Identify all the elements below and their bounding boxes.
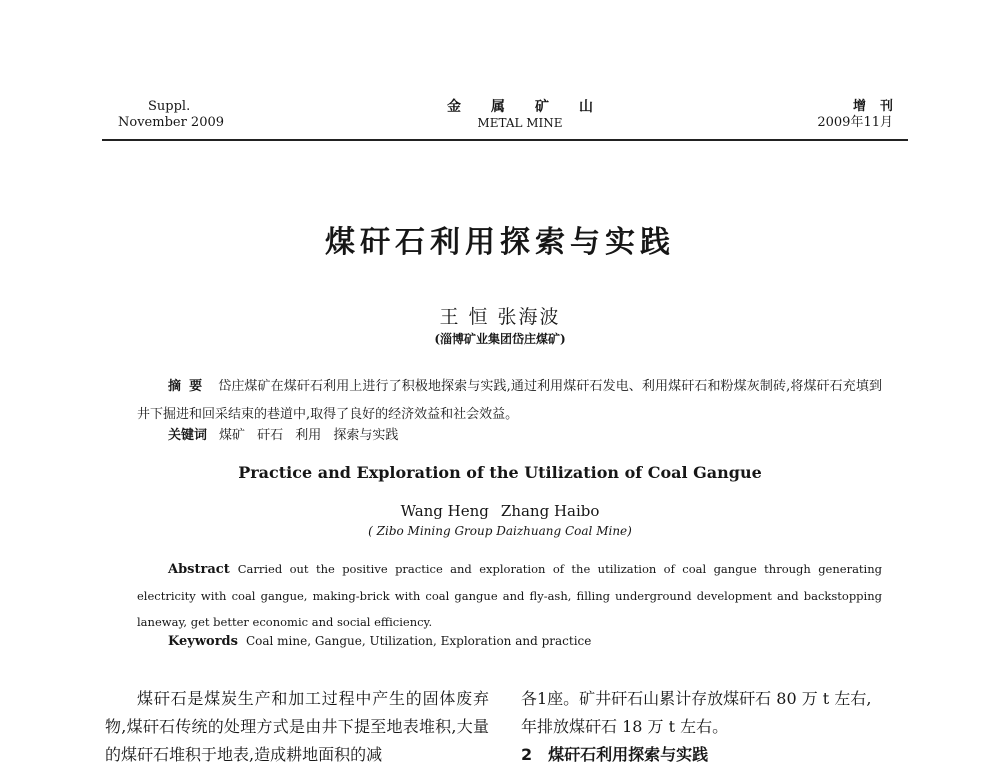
keywords-en-label: Keywords [168, 634, 238, 649]
abstract-en-label: Abstract [168, 562, 230, 577]
section-number: 2 [521, 745, 533, 764]
body-paragraph: 各1座。矿井矸石山累计存放煤矸石 80 万 t 左右, [521, 689, 872, 708]
abstract-cn-label: 摘要 [168, 379, 211, 394]
abstract-en-text: Carried out the positive practice and exploration of the utilization of coal gangue through generating electricity with coal gangue, making-brick with coal gangue and fly-ash, filling underground development and backstopping laneway, get better economic and social efficiency. [137, 562, 882, 629]
supplement-label: Suppl. [148, 99, 191, 114]
affiliation-cn: (淄博矿业集团岱庄煤矿) [434, 332, 566, 346]
journal-supplement-info [118, 99, 238, 131]
affiliation-en: ( Zibo Mining Group Daizhuang Coal Mine) [368, 524, 632, 538]
issue-date-cn: 2009年11月 [817, 115, 893, 130]
body-left-column: 煤矸石是煤炭生产和加工过程中产生的固体废弃物,煤矸石传统的处理方式是由井下提至地表堆积,大量的煤矸石堆积于地表,造成耕地面积的减 [105, 689, 489, 764]
section-heading [521, 741, 913, 769]
keywords-en-text: Coal mine, Gangue, Utilization, Exploration and practice [245, 634, 592, 648]
paper-title-en: Practice and Exploration of the Utilization of Coal Gangue [238, 463, 762, 482]
keywords-en [168, 634, 591, 649]
section-title: 煤矸石利用探索与实践 [548, 745, 709, 764]
abstract-en [137, 556, 882, 635]
body-paragraph: 年排放煤矸石 18 万 t 左右。 [521, 717, 729, 736]
keywords-cn-label: 关键词 [168, 428, 208, 443]
keywords-cn [168, 424, 398, 443]
journal-name-en: METAL MINE [477, 116, 563, 130]
authors-cn: 王 恒 张海波 [439, 306, 561, 328]
issue-date-en: November 2009 [118, 115, 225, 130]
paper-title-cn: 煤矸石利用探索与实践 [325, 225, 675, 260]
author-en: Wang Heng [400, 502, 489, 520]
keywords-cn-text: 煤矿 矸石 利用 探索与实践 [219, 428, 399, 443]
abstract-cn-text: 岱庄煤矿在煤矸石利用上进行了积极地探索与实践,通过利用煤矸石发电、利用煤矸石和粉煤灰制砖,将煤矸石充填到井下掘进和回采结束的巷道中,取得了良好的经济效益和社会效益。 [137, 379, 882, 422]
body-right-column [521, 685, 913, 769]
supplement-label-cn: 增刊 [852, 99, 907, 114]
journal-name-cn: 金属矿山 [447, 99, 623, 115]
author-en: Zhang Haibo [500, 502, 600, 520]
header-rule [102, 139, 908, 141]
journal-issue-cn [773, 99, 907, 131]
authors-en [0, 502, 1000, 520]
abstract-cn [137, 373, 882, 429]
journal-name [380, 99, 660, 131]
